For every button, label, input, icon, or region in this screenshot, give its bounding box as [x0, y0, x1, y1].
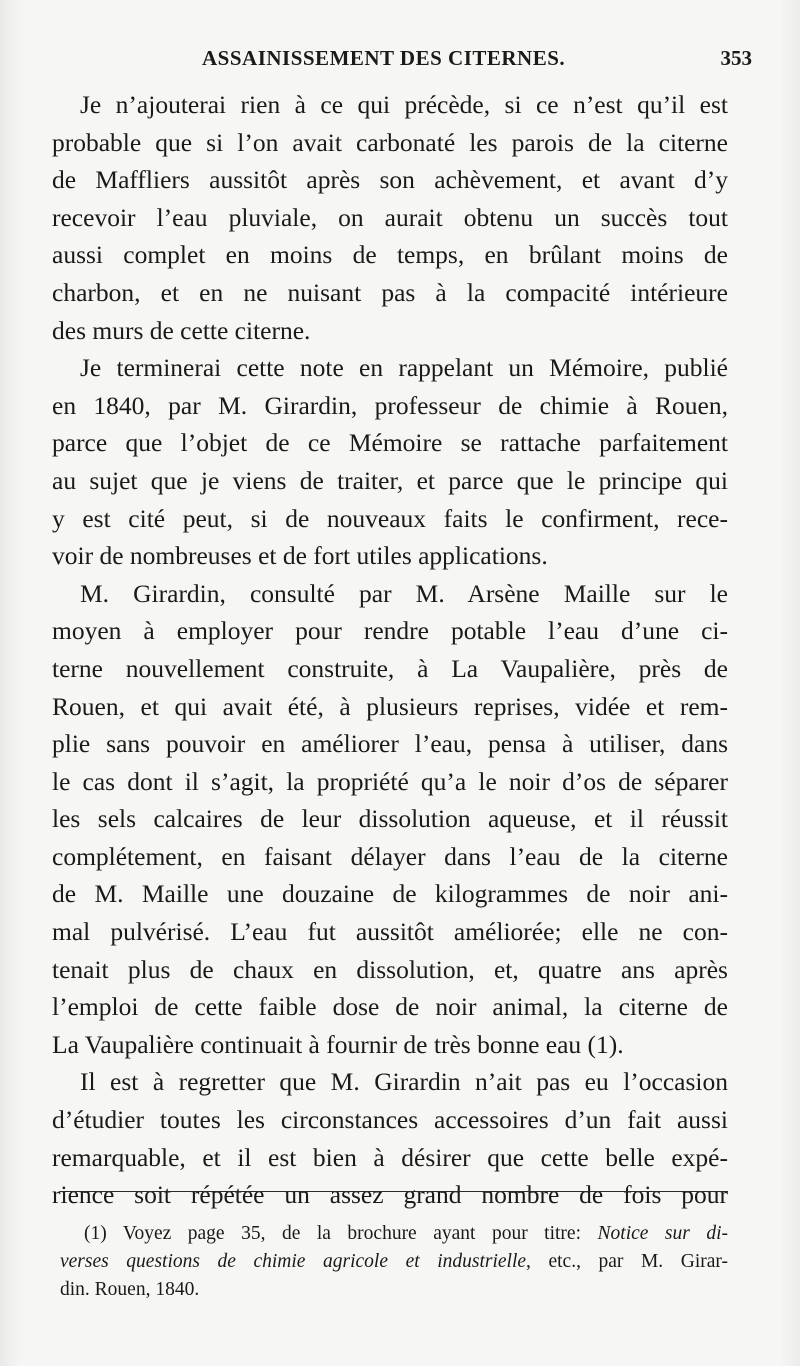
- text-line: M. Girardin, consulté par M. Arsène Maille sur le: [80, 578, 728, 608]
- text-line: en 1840, par M. Girardin, professeur de chimie à Rouen,: [52, 390, 728, 420]
- text-line: Il est à regretter que M. Girardin n’ait pas eu l’occasion: [80, 1067, 728, 1097]
- text-line: tenait plus de chaux en dissolution, et, quatre ans après: [52, 954, 728, 984]
- text-line: terne nouvellement construite, à La Vaupalière, près de: [52, 653, 728, 683]
- text-line: de Maffliers aussitôt après son achèvement, et avant d’y: [52, 165, 728, 195]
- text-line: y est cité peut, si de nouveaux faits le confirment, rece-: [52, 503, 728, 533]
- text-line: d’étudier toutes les circonstances accessoires d’un fait aussi: [52, 1105, 728, 1135]
- text-line: rience soit répétée un assez grand nombre de fois pour: [52, 1180, 728, 1210]
- text-line: au sujet que je viens de traiter, et parce que le principe qui: [52, 465, 728, 495]
- text-line: de M. Maille une douzaine de kilogrammes de noir ani-: [52, 879, 728, 909]
- footnote-title: Notice sur di-: [597, 1223, 729, 1244]
- text-line: Rouen, et qui avait été, à plusieurs reprises, vidée et rem-: [52, 691, 728, 721]
- footnote-text: (1) Voyez page 35, de la brochure ayant pour titre:: [84, 1223, 598, 1244]
- running-head: [52, 42, 752, 76]
- text-line: remarquable, et il est bien à désirer que cette belle expé-: [52, 1142, 728, 1172]
- footnote-divider: [60, 1191, 728, 1192]
- footnote-line: [60, 1248, 728, 1276]
- text-line: aussi complet en moins de temps, en brûlant moins de: [52, 240, 728, 270]
- text-line: complétement, en faisant délayer dans l’eau de la citerne: [52, 841, 728, 871]
- text-line: des murs de cette citerne.: [52, 315, 311, 345]
- text-line: le cas dont il s’agit, la propriété qu’a le noir d’os de séparer: [52, 766, 728, 796]
- text-line: l’emploi de cette faible dose de noir animal, la citerne de: [52, 992, 728, 1022]
- text-line: Je terminerai cette note en rappelant un Mémoire, publié: [80, 353, 728, 383]
- text-line: mal pulvérisé. L’eau fut aussitôt améliorée; elle ne con-: [52, 917, 728, 947]
- text-line: La Vaupalière continuait à fournir de très bonne eau (1).: [52, 1029, 624, 1059]
- footnote-text: , etc., par M. Girar-: [526, 1251, 728, 1272]
- text-line: Je n’ajouterai rien à ce qui précède, si ce n’est qu’il est: [80, 90, 728, 119]
- running-head-title: ASSAINISSEMENT DES CITERNES.: [202, 46, 566, 70]
- footnote-line: [60, 1220, 728, 1248]
- text-line: probable que si l’on avait carbonaté les parois de la citerne: [52, 127, 728, 157]
- text-line: parce que l’objet de ce Mémoire se rattache parfaitement: [52, 428, 728, 458]
- footnote-line: din. Rouen, 1840.: [60, 1279, 200, 1300]
- text-line: plie sans pouvoir en améliorer l’eau, pensa à utiliser, dans: [52, 729, 728, 759]
- page-number: 353: [720, 46, 752, 70]
- text-line: charbon, et en ne nuisant pas à la compacité intérieure: [52, 277, 728, 307]
- footnote: [60, 1220, 728, 1304]
- text-line: recevoir l’eau pluviale, on aurait obtenu un succès tout: [52, 202, 728, 232]
- body-text: [52, 86, 728, 1214]
- footnote-title: verses questions de chimie agricole et industrielle: [60, 1251, 527, 1272]
- text-line: moyen à employer pour rendre potable l’eau d’une ci-: [52, 616, 728, 646]
- text-line: voir de nombreuses et de fort utiles applications.: [52, 541, 548, 571]
- text-line: les sels calcaires de leur dissolution aqueuse, et il réussit: [52, 804, 728, 834]
